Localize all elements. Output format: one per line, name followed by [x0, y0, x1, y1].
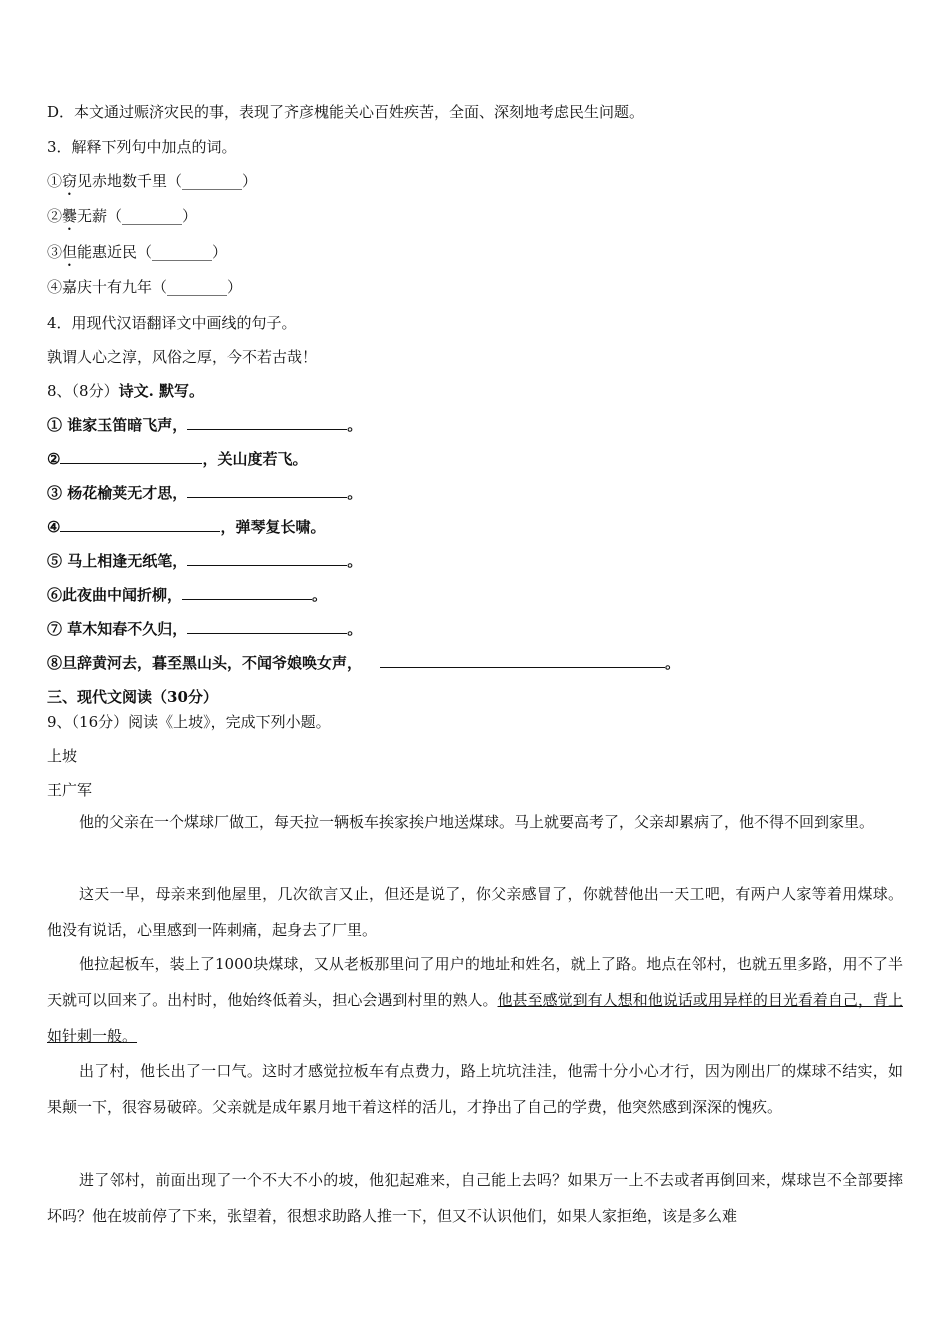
q3-item-4-text: 嘉庆十有九年（________） — [62, 278, 243, 296]
q8-item-1-mark: ① — [47, 416, 63, 434]
q8-item-3-text: 杨花榆荚无才思， — [67, 484, 188, 502]
q3-item-3 — [47, 242, 227, 270]
q8-item-8 — [47, 653, 680, 673]
q9-prompt: 9、（16分）阅读《上坡》，完成下列小题。 — [47, 713, 331, 731]
q8-item-2-blank[interactable] — [60, 449, 202, 464]
q3-item-1-text: 见赤地数千里（________） — [77, 172, 258, 190]
q3-prompt: 3．解释下列句中加点的词。 — [47, 138, 237, 156]
q3-item-3-text: 能惠近民（________） — [77, 243, 228, 261]
q8-item-6 — [47, 585, 327, 605]
story-paragraph-2: 这天一早，母亲来到他屋里，几次欲言又止，但还是说了，你父亲感冒了，你就替他出一天工吧，有两户人家等着用煤球。他没有说话，心里感到一阵刺痛，起身去了厂里。 — [47, 885, 903, 939]
q8-item-6-text: 此夜曲中闻折柳， — [62, 586, 183, 604]
q3-item-2-text: 无薪（________） — [77, 207, 198, 225]
q3-item-1-mark: ① — [47, 172, 63, 190]
q8-item-4-blank[interactable] — [60, 517, 220, 532]
q8-item-3-end: 。 — [347, 484, 363, 502]
q8-item-5-end: 。 — [347, 552, 363, 570]
q8-heading — [47, 381, 204, 401]
q8-item-7-text: 草木知春不久归， — [67, 620, 188, 638]
q3-item-3-dotted-word: 但 — [62, 243, 78, 261]
q8-item-5-text: 马上相逢无纸笔， — [67, 552, 188, 570]
story-author: 王广军 — [47, 781, 93, 799]
q8-item-8-end: 。 — [665, 654, 681, 672]
q8-item-3-blank[interactable] — [187, 483, 347, 498]
q3-item-2-mark: ② — [47, 207, 63, 225]
story-title: 上坡 — [47, 747, 78, 765]
q8-item-4 — [47, 517, 325, 537]
q8-item-1-text: 谁家玉笛暗飞声， — [67, 416, 188, 434]
underlined-sentence: 他甚至感觉到有人想和他说话或用异样的目光看着自己，背上如针刺一般。 — [47, 991, 903, 1045]
q8-item-1-blank[interactable] — [187, 415, 347, 430]
q8-item-1 — [47, 415, 362, 435]
q8-item-4-text: ，弹琴复长啸。 — [220, 518, 326, 536]
q8-item-8-blank[interactable] — [380, 653, 665, 668]
story-paragraph-5: 进了邻村，前面出现了一个不大不小的坡，他犯起难来，自己能上去吗？如果万一上不去或者再倒回来，煤球岂不全部要摔坏吗？他在坡前停了下来，张望着，很想求助路人推一下，但又不认识他们，如果人家拒绝，该是多么难 — [47, 1171, 903, 1225]
q8-item-5-mark: ⑤ — [47, 552, 63, 570]
q8-item-5 — [47, 551, 362, 571]
q4-sentence: 孰谓人心之淳，风俗之厚，今不若古哉！ — [47, 348, 318, 366]
q8-item-6-end: 。 — [312, 586, 328, 604]
q8-number: 8、（8分） — [47, 382, 119, 400]
story-paragraph-4: 出了村，他长出了一口气。这时才感觉拉板车有点费力，路上坑坑洼洼，他需十分小心才行，因为刚出厂的煤球不结实，如果颠一下，很容易破碎。父亲就是成年累月地干着这样的活儿，才挣出了自己的学费，他突然感到深深的愧疚。 — [47, 1062, 903, 1116]
q8-item-6-mark: ⑥ — [47, 586, 63, 604]
option-d: D．本文通过赈济灾民的事，表现了齐彦槐能关心百姓疾苦，全面、深刻地考虑民生问题。 — [47, 103, 645, 121]
q8-item-7-end: 。 — [347, 620, 363, 638]
q3-item-2-dotted-word: 爨 — [62, 207, 78, 225]
q8-item-2-text: ，关山度若飞。 — [202, 450, 308, 468]
q8-item-7 — [47, 619, 362, 639]
q8-item-6-blank[interactable] — [182, 585, 312, 600]
q8-item-4-mark: ④ — [47, 518, 61, 536]
q8-item-1-end: 。 — [347, 416, 363, 434]
q8-item-7-blank[interactable] — [187, 619, 347, 634]
story-paragraph-3-text: 他拉起板车，装上了1000块煤球，又从老板那里问了用户的地址和姓名，就上了路。地点在邻村，也就五里多路，用不了半天就可以回来了。出村时，他始终低着头，担心会遇到村里的熟人。 — [47, 955, 903, 1009]
q8-item-2-mark: ② — [47, 450, 61, 468]
q8-item-7-mark: ⑦ — [47, 620, 63, 638]
q8-item-5-blank[interactable] — [187, 551, 347, 566]
story-paragraph-1: 他的父亲在一个煤球厂做工，每天拉一辆板车挨家挨户地送煤球。马上就要高考了，父亲却累病了，他不得不回到家里。 — [79, 813, 875, 831]
q3-item-1 — [47, 171, 257, 199]
q8-title: 诗文. 默写。 — [118, 382, 205, 400]
section-3-heading: 三、现代文阅读（30分） — [47, 688, 218, 706]
q3-item-2 — [47, 206, 197, 234]
q8-item-8-mark: ⑧ — [47, 654, 63, 672]
q4-prompt: 4．用现代汉语翻译文中画线的句子。 — [47, 314, 297, 332]
q8-item-8-text: 旦辞黄河去，暮至黑山头，不闻爷娘唤女声， — [62, 654, 363, 672]
q8-item-2 — [47, 449, 307, 469]
q8-item-3 — [47, 483, 362, 503]
q3-item-4 — [47, 277, 242, 305]
q3-item-3-mark: ③ — [47, 243, 63, 261]
q3-item-4-mark: ④ — [47, 278, 63, 296]
q8-item-3-mark: ③ — [47, 484, 63, 502]
q3-item-1-dotted-word: 窃 — [62, 172, 78, 190]
story-paragraph-3 — [47, 946, 903, 1054]
